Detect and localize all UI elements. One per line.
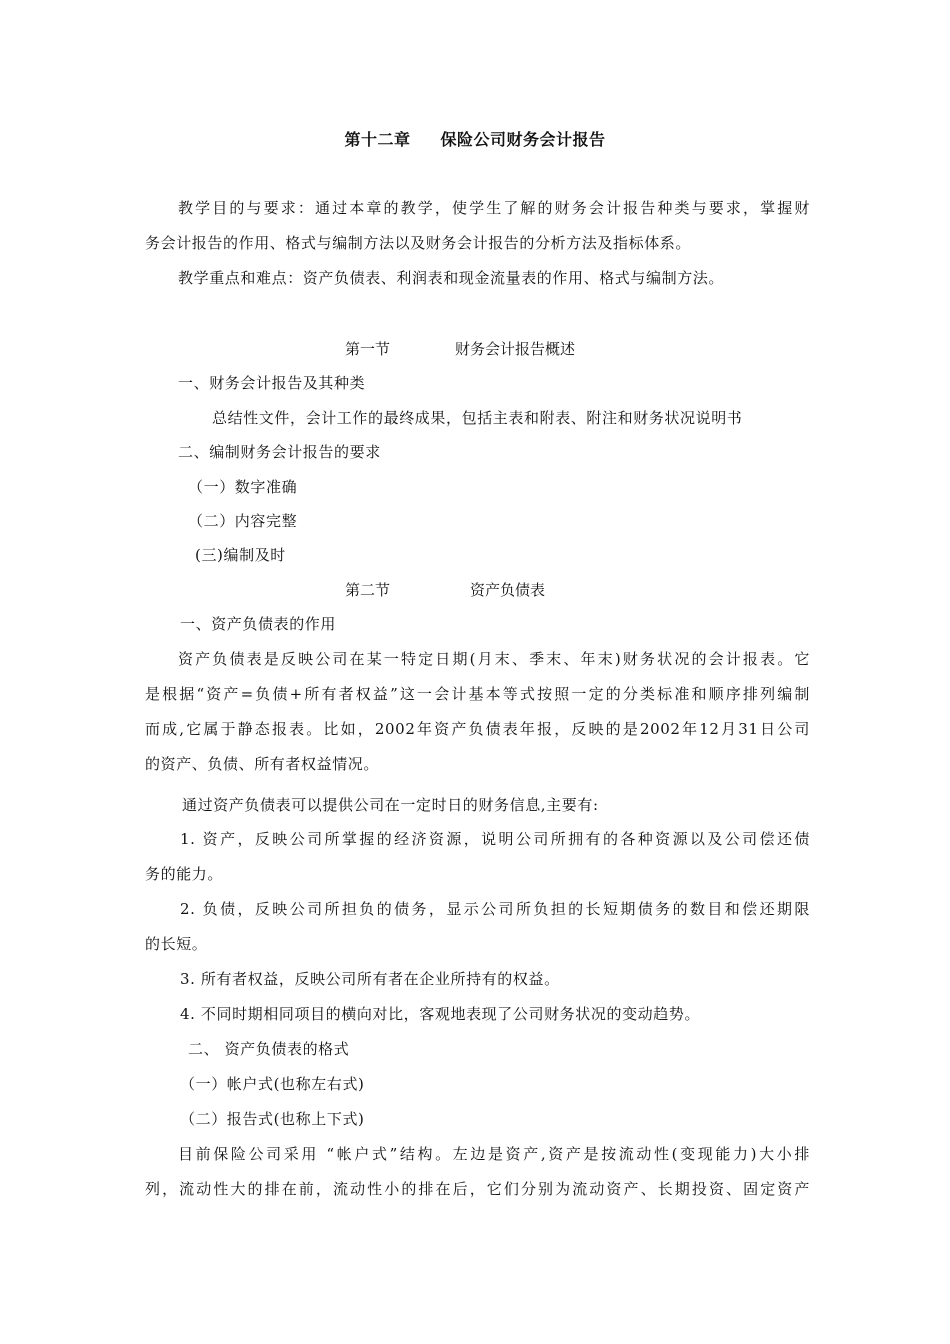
teaching-goal-line-2: 务会计报告的作用、格式与编制方法以及财务会计报告的分析方法及指标体系。	[145, 234, 692, 252]
paragraph-2: 通过资产负债表可以提供公司在一定时日的财务信息,主要有:	[182, 796, 599, 814]
section-1-sub-1: （一）数字准确	[188, 478, 298, 496]
section-1-item-2: 二、编制财务会计报告的要求	[178, 443, 381, 461]
section-2-sub-2: （二）报告式(也称上下式)	[180, 1110, 365, 1128]
chapter-number: 第十二章	[344, 130, 411, 149]
teaching-goal-line-1: 教学目的与要求：通过本章的教学，使学生了解的财务会计报告种类与要求，掌握财	[178, 199, 810, 217]
paragraph-3-line-2: 列，流动性大的排在前，流动性小的排在后，它们分别为流动资产、长期投资、固定资产	[145, 1180, 810, 1198]
list-item-3: 3. 所有者权益，反映公司所有者在企业所持有的权益。	[180, 970, 560, 988]
paragraph-1-line-1: 资产负债表是反映公司在某一特定日期(月末、季末、年末)财务状况的会计报表。它	[178, 650, 810, 668]
list-item-2-line-1: 2. 负债，反映公司所担负的债务，显示公司所负担的长短期债务的数目和偿还期限	[180, 900, 810, 918]
list-item-1-line-2: 务的能力。	[145, 865, 224, 883]
paragraph-1-line-4: 的资产、负债、所有者权益情况。	[145, 755, 380, 773]
section-2-title: 资产负债表	[470, 581, 546, 599]
list-item-2-line-2: 的长短。	[145, 935, 208, 953]
section-1-item-1: 一、财务会计报告及其种类	[178, 374, 366, 392]
section-1-sub-3: (三)编制及时	[195, 546, 286, 564]
section-1-sub-2: （二）内容完整	[188, 512, 298, 530]
section-1-item-1-text: 总结性文件，会计工作的最终成果，包括主表和附表、附注和财务状况说明书	[212, 409, 743, 427]
section-2-item-2: 二、 资产负债表的格式	[188, 1040, 350, 1058]
paragraph-3-line-1: 目前保险公司采用 “帐户式”结构。左边是资产,资产是按流动性(变现能力)大小排	[178, 1145, 810, 1163]
paragraph-1-line-3: 而成,它属于静态报表。比如，2002年资产负债表年报，反映的是2002年12月31日公司	[145, 720, 810, 738]
section-1-title: 财务会计报告概述	[455, 340, 576, 358]
chapter-title	[0, 130, 950, 150]
chapter-name: 保险公司财务会计报告	[440, 130, 606, 149]
teaching-key-points: 教学重点和难点：资产负债表、利润表和现金流量表的作用、格式与编制方法。	[178, 269, 725, 287]
list-item-1-line-1: 1. 资产，反映公司所掌握的经济资源，说明公司所拥有的各种资源以及公司偿还债	[180, 830, 810, 848]
section-2-sub-1: （一）帐户式(也称左右式)	[180, 1075, 365, 1093]
list-item-4: 4. 不同时期相同项目的横向对比，客观地表现了公司财务状况的变动趋势。	[180, 1005, 701, 1023]
paragraph-1-line-2: 是根据“资产=负债+所有者权益”这一会计基本等式按照一定的分类标准和顺序排列编制	[145, 685, 810, 703]
section-2-item-1: 一、资产负债表的作用	[180, 615, 337, 633]
section-1-number: 第一节	[345, 340, 391, 358]
section-2-number: 第二节	[345, 581, 391, 599]
